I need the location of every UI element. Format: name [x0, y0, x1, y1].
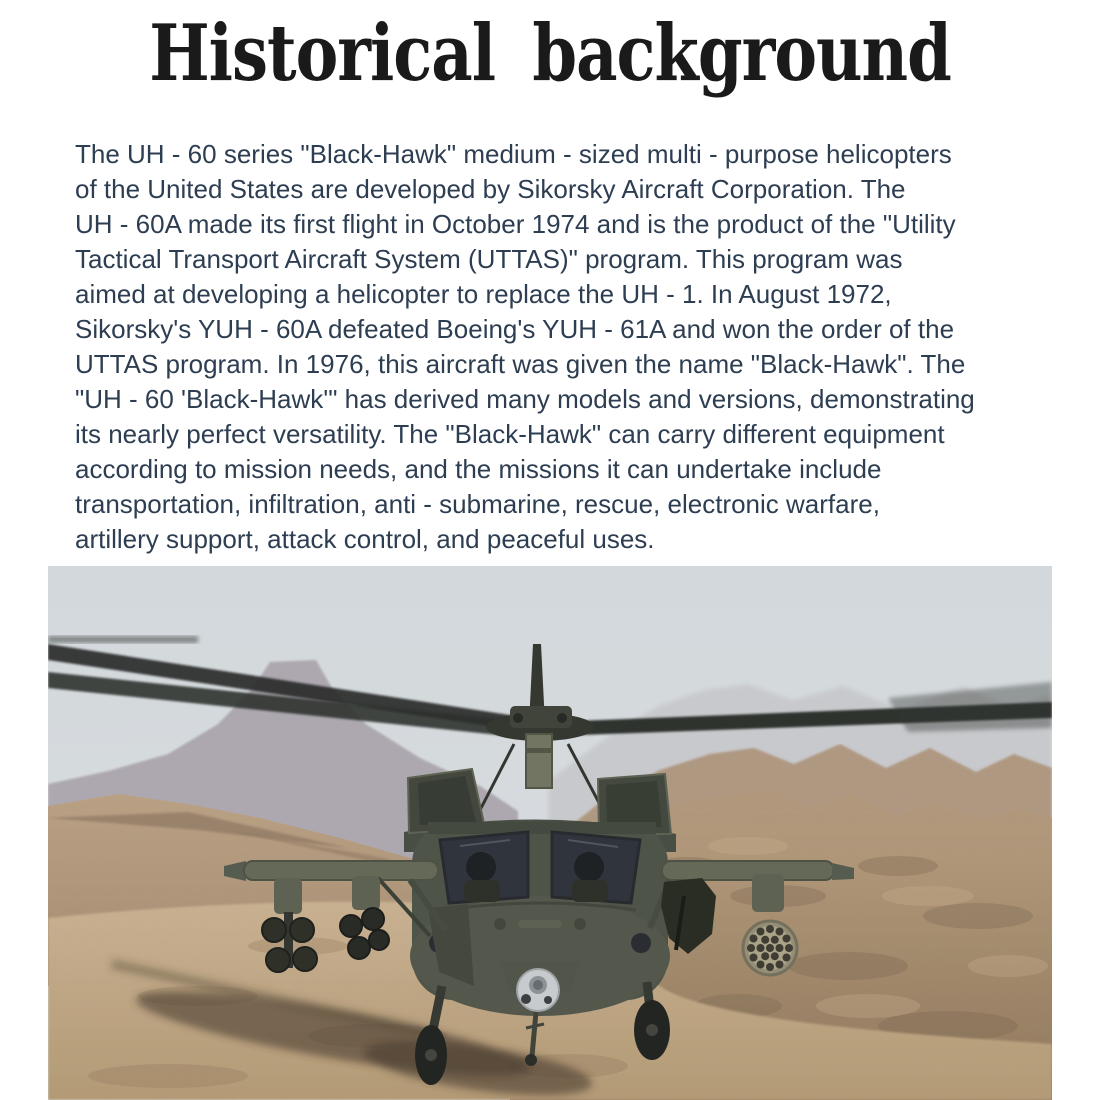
text-line: "UH - 60 'Black-Hawk'" has derived many models and versions, demonstrating	[75, 384, 975, 414]
haze-overlay	[48, 566, 1052, 1100]
helicopter-photo	[48, 566, 1052, 1100]
text-line: UH - 60A made its first flight in October 1974 and is the product of the "Utility	[75, 209, 956, 239]
text-line: Sikorsky's YUH - 60A defeated Boeing's YUH - 61A and won the order of the	[75, 314, 955, 344]
text-line: aimed at developing a helicopter to replace the UH - 1. In August 1972,	[75, 279, 892, 309]
text-line: Tactical Transport Aircraft System (UTTAS)" program. This program was	[75, 244, 903, 274]
page-title-text: Historical background	[149, 8, 951, 100]
page-title	[0, 8, 1100, 100]
text-line: its nearly perfect versatility. The "Black-Hawk" can carry different equipment	[75, 419, 945, 449]
text-line: according to mission needs, and the missions it can undertake include	[75, 454, 882, 484]
text-line: UTTAS program. In 1976, this aircraft was given the name "Black-Hawk". The	[75, 349, 966, 379]
helicopter-photo-illustration	[48, 566, 1052, 1100]
text-line: transportation, infiltration, anti - submarine, rescue, electronic warfare,	[75, 489, 880, 519]
text-line: of the United States are developed by Sikorsky Aircraft Corporation. The	[75, 174, 906, 204]
article-text	[75, 137, 1040, 557]
text-line: artillery support, attack control, and peaceful uses.	[75, 524, 655, 554]
text-line: The UH - 60 series "Black-Hawk" medium - sized multi - purpose helicopters	[75, 139, 952, 169]
